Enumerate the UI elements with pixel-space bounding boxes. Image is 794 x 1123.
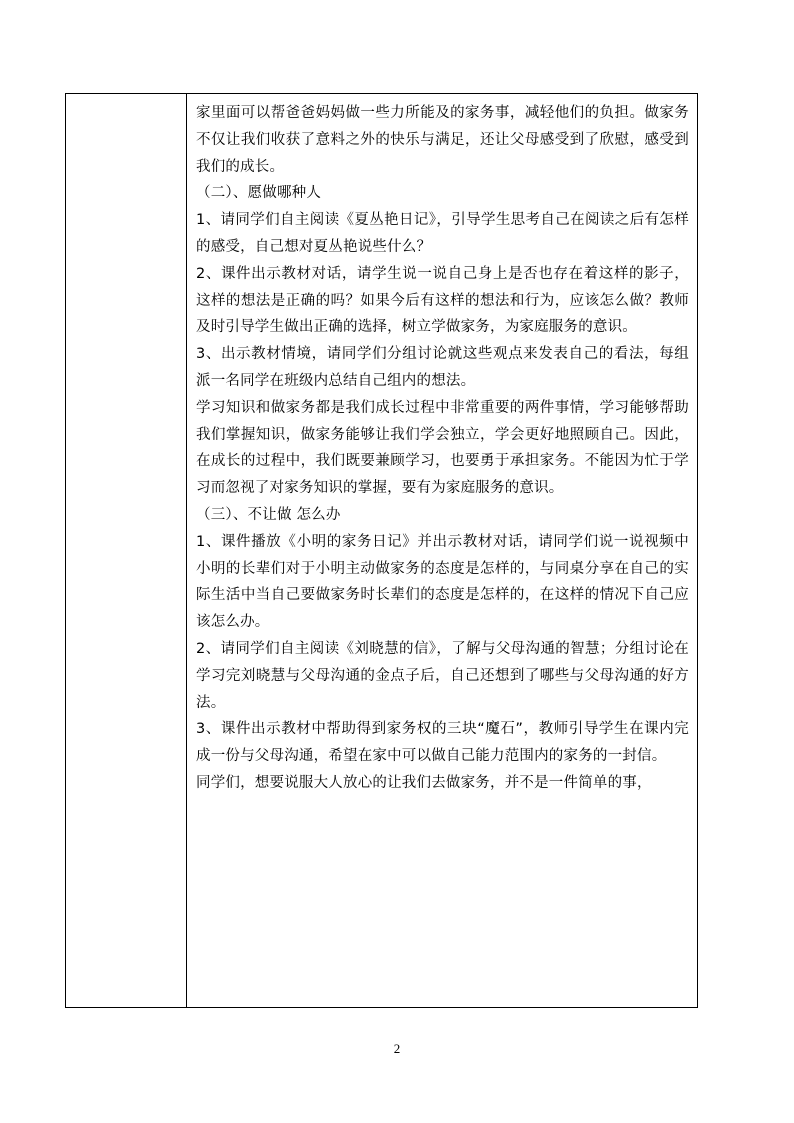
paragraph-4: 2、课件出示教材对话，请学生说一说自己身上是否也存在着这样的影子，这样的想法是正确的吗？如果今后有这样的想法和行为，应该怎么做？教师及时引导学生做出正确的选择，树立学做家务，为家庭服务的意识。 bbox=[196, 265, 689, 336]
paragraph-8: 1、课件播放《小明的家务日记》并出示教材对话，请同学们说一说视频中小明的长辈们对于小明主动做家务的态度是怎样的，与同桌分享在自己的实际生活中当自己要做家务时长辈们的态度是怎样的，在这样的情况下自己应该怎么办。 bbox=[196, 533, 689, 631]
section-heading-3: （三）、不让做 怎么办 bbox=[196, 506, 341, 523]
paragraph-3: 1、请同学们自主阅读《夏丛艳日记》，引导学生思考自己在阅读之后有怎样的感受，自己想对夏丛艳说些什么？ bbox=[196, 212, 689, 255]
lesson-table bbox=[65, 93, 698, 1008]
paragraph-11: 同学们，想要说服大人放心的让我们去做家务，并不是一件简单的事， bbox=[196, 774, 652, 791]
section-heading-2: （二）、愿做哪种人 bbox=[196, 185, 322, 202]
paragraph-10: 3、课件出示教材中帮助得到家务权的三块“魔石”，教师引导学生在课内完成一份与父母沟通，希望在家中可以做自己能力范围内的家务的一封信。 bbox=[196, 721, 689, 765]
paragraph-6: 学习知识和做家务都是我们成长过程中非常重要的两件事情，学习能够帮助我们掌握知识，做家务能够让我们学会独立，学会更好地照顾自己。因此，在成长的过程中，我们既要兼顾学习，也要勇于承担家务。不能因为忙于学习而忽视了对家务知识的掌握，要有为家庭服务的意识。 bbox=[196, 399, 689, 497]
table-content-cell bbox=[187, 94, 697, 1007]
paragraph-5: 3、出示教材情境，请同学们分组讨论就这些观点来发表自己的看法，每组派一名同学在班级内总结自己组内的想法。 bbox=[196, 346, 689, 389]
page-number: 2 bbox=[393, 1041, 401, 1056]
paragraph-1: 家里面可以帮爸爸妈妈做一些力所能及的家务事，减轻他们的负担。做家务不仅让我们收获了意料之外的快乐与满足，还让父母感受到了欣慰，感受到我们的成长。 bbox=[196, 105, 689, 175]
paragraph-9: 2、请同学们自主阅读《刘晓慧的信》，了解与父母沟通的智慧；分组讨论在学习完刘晓慧与父母沟通的金点子后，自己还想到了哪些与父母沟通的好方法。 bbox=[196, 640, 689, 711]
table-left-column bbox=[66, 94, 187, 1007]
